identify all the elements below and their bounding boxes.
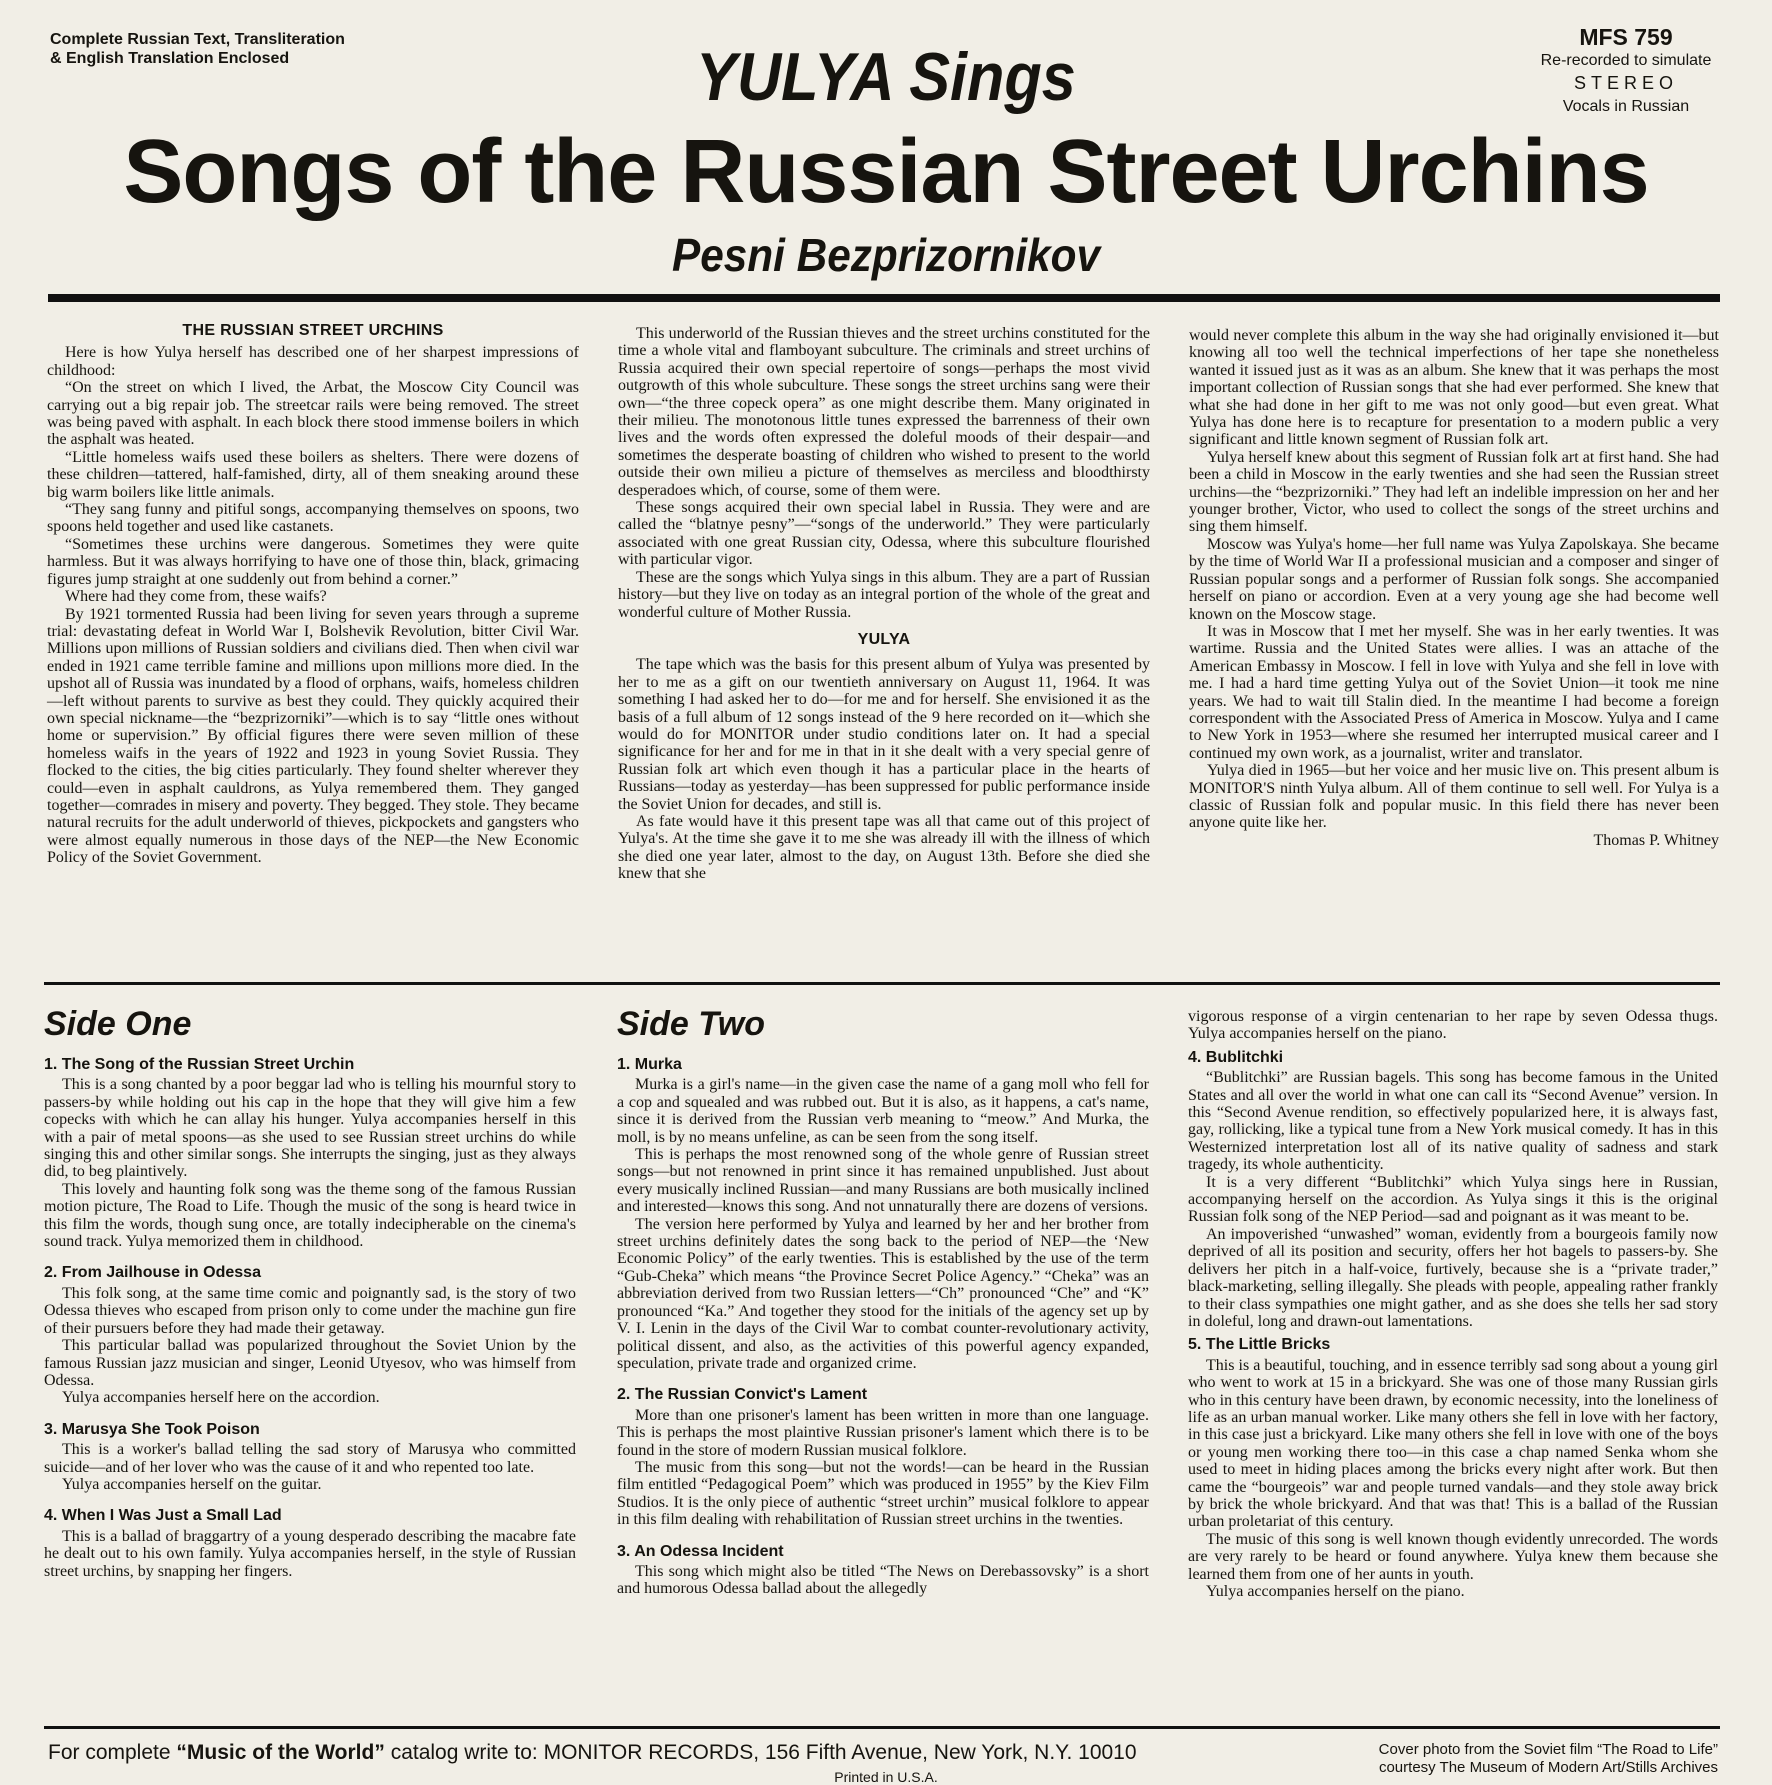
notes-paragraph: These are the songs which Yulya sings in this album. They are a part of Russian history—but they live on today as an integral portion of the whole of the great and wonderful culture of Mother Russia. (618, 568, 1150, 621)
photo-credit-line-2: courtesy The Museum of Modern Art/Stills Archives (1378, 1759, 1718, 1776)
notes-paragraph: “Sometimes these urchins were dangerous. Sometimes they were quite harmless. But it was always horrifying to have one of those thin, black, grimacing figures jump straight at one suddenly out from behind a corner.” (47, 535, 579, 588)
track-description: vigorous response of a virgin centenarian to her rape by seven Odessa thugs. Yulya accompanies herself on the piano. (1188, 1008, 1718, 1043)
yulya-heading: YULYA (857, 630, 911, 648)
catalog-series: “Music of the World” (176, 1741, 385, 1764)
track-title: 5. The Little Bricks (1188, 1336, 1331, 1354)
track-description: The music of this song is well known though evidently unrecorded. The words are very rarely to be heard or found anywhere. Yulya knew them because she learned them from one of her aunts in youth. (1188, 1530, 1718, 1583)
notes-paragraph: would never complete this album in the way she had originally envisioned it—but knowing all too well the technical imperfections of her tape she nonetheless wanted it issued just as it was as an album. She knew that it was perhaps the most important collection of Russian songs that she had ever performed. She knew that what she had done in her gift to me was not only good—but even great. What Yulya has done here is to recapture for presentation to a modern public a very significant and little known segment of Russian folk art. (1189, 327, 1719, 449)
photo-credits (1278, 1741, 1718, 1777)
side-two-column (617, 1004, 1149, 1598)
notes-column-2 (618, 325, 1150, 883)
side-two-title: Side Two (617, 1005, 765, 1043)
track-title: 3. An Odessa Incident (617, 1542, 784, 1560)
track-description: This is a ballad of braggartry of a young desperado describing the macabre fate he dealt out to his own family. Yulya accompanies herself, in the style of Russian street urchins, by snapping her fingers. (44, 1527, 576, 1580)
album-subtitle: Pesni Bezprizornikov (671, 229, 1101, 281)
side-two-continued-column (1188, 1008, 1718, 1600)
notes-paragraph: The tape which was the basis for this present album of Yulya was presented by her to me as a gift on our twentieth anniversary on August 11, 1964. It was something I had asked her to do—for me and for herself. She envisioned it as the basis of a full album of 12 songs instead of the 9 here recorded on it—which she would do for MONITOR under studio conditions later on. It had a special significance for her and for me in that in it she dealt with a very special genre of Russian folk art which even though it has a particular place in the hearts of Russians—today as yesterday—has been suppressed for public performance inside the Soviet Union for decades, and still is. (618, 656, 1150, 813)
track-title: 4. Bublitchki (1188, 1048, 1284, 1066)
catalog-prefix: For complete (48, 1741, 171, 1764)
middle-divider (44, 982, 1720, 985)
track-description: The music from this song—but not the words!—can be heard in the Russian film entitled “Pedagogical Poem” which was produced in 1955” by the Kiev Film Studios. It is the only piece of authentic “street urchin” musical folklore to appear in this film dealing with rehabilitation of Russian street urchins in the twenties. (617, 1458, 1149, 1529)
stereo-label: STEREO (1573, 73, 1678, 93)
enclosed-line-2: & English Translation Enclosed (50, 50, 290, 67)
rerecorded-note: Re-recorded to simulate (1540, 52, 1712, 69)
track-description: Yulya accompanies herself here on the accordion. (62, 1389, 380, 1407)
track-description: This folk song, at the same time comic and poignantly sad, is the story of two Odessa thieves who escaped from prison only to come under the machine gun fire of their pursuers before they had made their getaway. (44, 1284, 576, 1337)
author-signature: Thomas P. Whitney (1593, 831, 1719, 849)
catalog-number: MFS 759 (1579, 24, 1673, 50)
catalog-address (48, 1741, 1137, 1765)
artist-title: YULYA Sings (696, 39, 1076, 115)
album-title: Songs of the Russian Street Urchins (123, 122, 1649, 222)
enclosed-line-1: Complete Russian Text, Transliteration (50, 31, 345, 48)
track-description: This is a worker's ballad telling the sad story of Marusya who committed suicide—and of her lover who was the cause of it and who repented too late. (44, 1441, 576, 1476)
notes-column-1 (47, 322, 579, 867)
track-title: 3. Marusya She Took Poison (44, 1420, 260, 1438)
track-description: More than one prisoner's lament has been written in more than one language. This is perhaps the most plaintive Russian prisoner's lament which there is to be found in the store of modern Russian musical folklore. (617, 1406, 1149, 1459)
notes-heading: THE RUSSIAN STREET URCHINS (182, 322, 444, 339)
track-description: “Bublitchki” are Russian bagels. This song has become famous in the United States and all over the world in what one can call its “Second Avenue” version. In this “Second Avenue rendition, so effectively popularized here, it is always fast, gay, rollicking, like a typical tune from a New York musical comedy. It has in this Westernized interpretation lost all of its native quality of sadness and stark tragedy, its whole authenticity. (1188, 1069, 1718, 1174)
track-description: Yulya accompanies herself on the piano. (1206, 1583, 1465, 1600)
track-description: This lovely and haunting folk song was the theme song of the famous Russian motion picture, The Road to Life. Though the music of the song is heard twice in this film the words, though sung once, are totally indecipherable on the cinema's sound track. Yulya memorized them in childhood. (44, 1180, 576, 1251)
track-description: Murka is a girl's name—in the given case the name of a gang moll who fell for a cop and squealed and was rubbed out. But it is also, as it happens, a cat's name, since it is derived from the Russian verb meaning to “meow.” And Murka, the moll, is by no means unfeline, as can be seen from the song itself. (617, 1076, 1149, 1146)
header-divider (48, 294, 1720, 302)
track-description: This is a beautiful, touching, and in essence terribly sad song about a young girl who went to work at 15 in a brickyard. She was one of those many Russian girls who in this century have been drawn, by economic necessity, into the loneliness of life as an urban manual worker. Like many others she fell in love with her factory, in this case just a brickyard. Like many others she fell in love with one of the boys or young men working there too—in this case a chap named Senka whom she used to meet in hiding places among the bricks every night after work. But then came the “bourgeois” war and people turned vandals—and they stole away brick by brick the whole brickyard. And that was that! This is a ballad of the Russian urban proletariat of this century. (1188, 1356, 1718, 1531)
track-title: 1. The Song of the Russian Street Urchin (44, 1056, 355, 1073)
track-description: It is a very different “Bublitchki” which Yulya sings here in Russian, accompanying herself on the accordion. As Yulya sings it this is the original Russian folk song of the NEP Period—sad and poignant as it was meant to be. (1188, 1173, 1718, 1226)
track-title: 2. The Russian Convict's Lament (617, 1386, 868, 1404)
notes-column-3 (1189, 327, 1719, 849)
track-description: This is perhaps the most renowned song of the whole genre of Russian street songs—but not renowned in print since it has remained unpublished. Just about every musically inclined Russian—and many Russians are both musically inclined and interested—knows this song. And not unnaturally there are dozens of versions. (617, 1146, 1149, 1216)
catalog-suffix: catalog write to: MONITOR RECORDS, 156 Fifth Avenue, New York, N.Y. 10010 (390, 1741, 1137, 1764)
printed-in: Printed in U.S.A. (834, 1769, 938, 1785)
notes-paragraph: Yulya died in 1965—but her voice and her music live on. This present album is MONITOR'S ninth Yulya album. All of them continue to sell well. For Yulya is a classic of Russian folk and popular music. In this field there has never been anyone quite like her. (1189, 762, 1719, 832)
notes-paragraph: These songs acquired their own special label in Russia. They were and are called the “blatnye pesny”—“songs of the underworld.” They were particularly associated with one great Russian city, Odessa, where this subculture flourished with particular vigor. (618, 499, 1150, 569)
notes-paragraph: Where had they come from, these waifs? (65, 588, 327, 606)
notes-paragraph: “They sang funny and pitiful songs, accompanying themselves on spoons, two spoons held together and used like castanets. (47, 501, 579, 536)
track-title: 4. When I Was Just a Small Lad (44, 1507, 282, 1525)
photo-credit-line-1: Cover photo from the Soviet film “The Road to Life” (1378, 1741, 1718, 1758)
notes-paragraph: As fate would have it this present tape was all that came out of this project of Yulya's. At the time she gave it to me she was already ill with the illness of which she died one year later, almost to the day, on August 13th. Before she died she knew that she (618, 812, 1150, 883)
notes-paragraph: This underworld of the Russian thieves and the street urchins constituted for the time a whole vital and flamboyant subculture. The criminals and street urchins of Russia acquired their own special repertoire of songs—perhaps the most vivid outgrowth of this whole subculture. These songs the street urchins sang were their own—“the three copeck opera” as one might describe them. Many originated in their milieu. The monotonous little tunes expressed the barrenness of their own lives and the words often expressed the doleful moods of their despair—and sometimes the desperate boasting of children who wished to present to the world outside their own milieu a picture of themselves as merciless and bloodthirsty desperadoes which, of course, some of them were. (618, 325, 1150, 499)
track-description: This is a song chanted by a poor beggar lad who is telling his mournful story to passers-by while holding out his cap in the hope that they will give him a few copecks with which he can allay his hunger. Yulya accompanies herself in this with a pair of metal spoons—as she used to see Russian street urchins do while singing this and other similar songs. She interrupts the singing, just as they always did, to beg plaintively. (44, 1076, 576, 1181)
side-one-column (44, 1004, 576, 1580)
side-one-title: Side One (44, 1005, 192, 1043)
notes-paragraph: Here is how Yulya herself has described one of her sharpest impressions of childhood: (47, 344, 579, 379)
notes-paragraph: Moscow was Yulya's home—her full name was Yulya Zapolskaya. She became by the time of World War II a professional musician and a composer and singer of Russian popular songs and a performer of Russian folk songs. She accompanied herself on piano or accordion. Even at a very young age she had become well known on the Moscow stage. (1189, 535, 1719, 623)
notes-paragraph: It was in Moscow that I met her myself. She was in her early twenties. It was wartime. Russia and the United States were allies. I was an attache of the American Embassy in Moscow. I fell in love with Yulya and she fell in love with me. I had a hard time getting Yulya out of the Soviet Union—it took me nine years. We had to wait till Stalin died. In the meantime I had become a foreign correspondent with the Associated Press of America in Moscow. Yulya and I came to New York in 1953—where she resumed her interrupted musical career and I continued my own work, as a journalist, writer and translator. (1189, 622, 1719, 762)
track-description: Yulya accompanies herself on the guitar. (62, 1475, 322, 1493)
track-title: 2. From Jailhouse in Odessa (44, 1264, 261, 1282)
track-description: The version here performed by Yulya and learned by her and her brother from street urchins definitely dates the song back to the period of NEP—the ‘New Economic Policy” of the early twenties. This is established by the use of the term “Gub-Cheka” which means “the Province Secret Police Agency.” “Cheka” was an abbreviation derived from two Russian letters—“Ch” pronounced “Che” and “K” pronounced “Ka.” And together they stood for the initials of the agency set up by V. I. Lenin in the days of the Civil War to combat counter-revolutionary activity, political dissent, and also, as the activities of this powerful agency expanded, speculation, private trade and organized crime. (617, 1215, 1149, 1372)
notes-paragraph: Yulya herself knew about this segment of Russian folk art at first hand. She had been a child in Moscow in the early twenties and she had seen the Russian street urchins—the “bezprizorniki.” They had left an indelible impression on her and her younger brother, Victor, who used to collect the songs of the street urchins and sing them himself. (1189, 448, 1719, 536)
track-description: This song which might also be titled “The News on Derebassovsky” is a short and humorous Odessa ballad about the allegedly (617, 1562, 1149, 1598)
notes-paragraph: “Little homeless waifs used these boilers as shelters. There were dozens of these children—tattered, half-famished, dirty, all of them sneaking around these big warm boilers like little animals. (47, 448, 579, 501)
track-description: An impoverished “unwashed” woman, evidently from a bourgeois family now deprived of all its position and security, offers her hot bagels to passers-by. She delivers her pitch in a half-voice, furtively, because she is a “private trader,” black-marketing, selling illegally. She pleads with people, appealing rather frankly to their class sympathies one might gather, and as she does she tells her sad story in doleful, long and drawn-out lamentations. (1188, 1225, 1718, 1330)
vocals-note: Vocals in Russian (1562, 98, 1690, 115)
track-title: 1. Murka (617, 1056, 682, 1073)
track-description: This particular ballad was popularized throughout the Soviet Union by the famous Russian jazz musician and singer, Leonid Utyesov, who was himself from Odessa. (44, 1337, 576, 1389)
notes-paragraph: By 1921 tormented Russia had been living for seven years through a supreme trial: devastating defeat in World War I, Bolshevik Revolution, bitter Civil War. Millions upon millions of Russian soldiers and civilians died. Then when civil war ended in 1921 came terrible famine and millions upon millions more died. In the upshot all of Russia was inundated by a flood of orphans, waifs, homeless children—left without parents to survive as best they could. They quickly acquired their own special nickname—the “bezprizorniki”—which is to say “little ones without home or supervision.” By official figures there were seven million of these homeless waifs in the years of 1922 and 1923 in young Soviet Russia. They flocked to the cities, the big cities particularly. They found shelter wherever they could—even in asphalt cauldrons, as Yulya remembered them. They ganged together—comrades in misery and poverty. They begged. They stole. They became natural recruits for the adult underworld of thieves, pickpockets and gangsters who were almost equally numerous in those days of the NEP—the New Economic Policy of the Soviet Government. (47, 605, 579, 867)
notes-paragraph: “On the street on which I lived, the Arbat, the Moscow City Council was carrying out a big repair job. The streetcar rails were being removed. The street was being paved with asphalt. In each block there stood immense boilers in which the asphalt was heated. (47, 379, 579, 449)
footer-divider (44, 1726, 1720, 1729)
